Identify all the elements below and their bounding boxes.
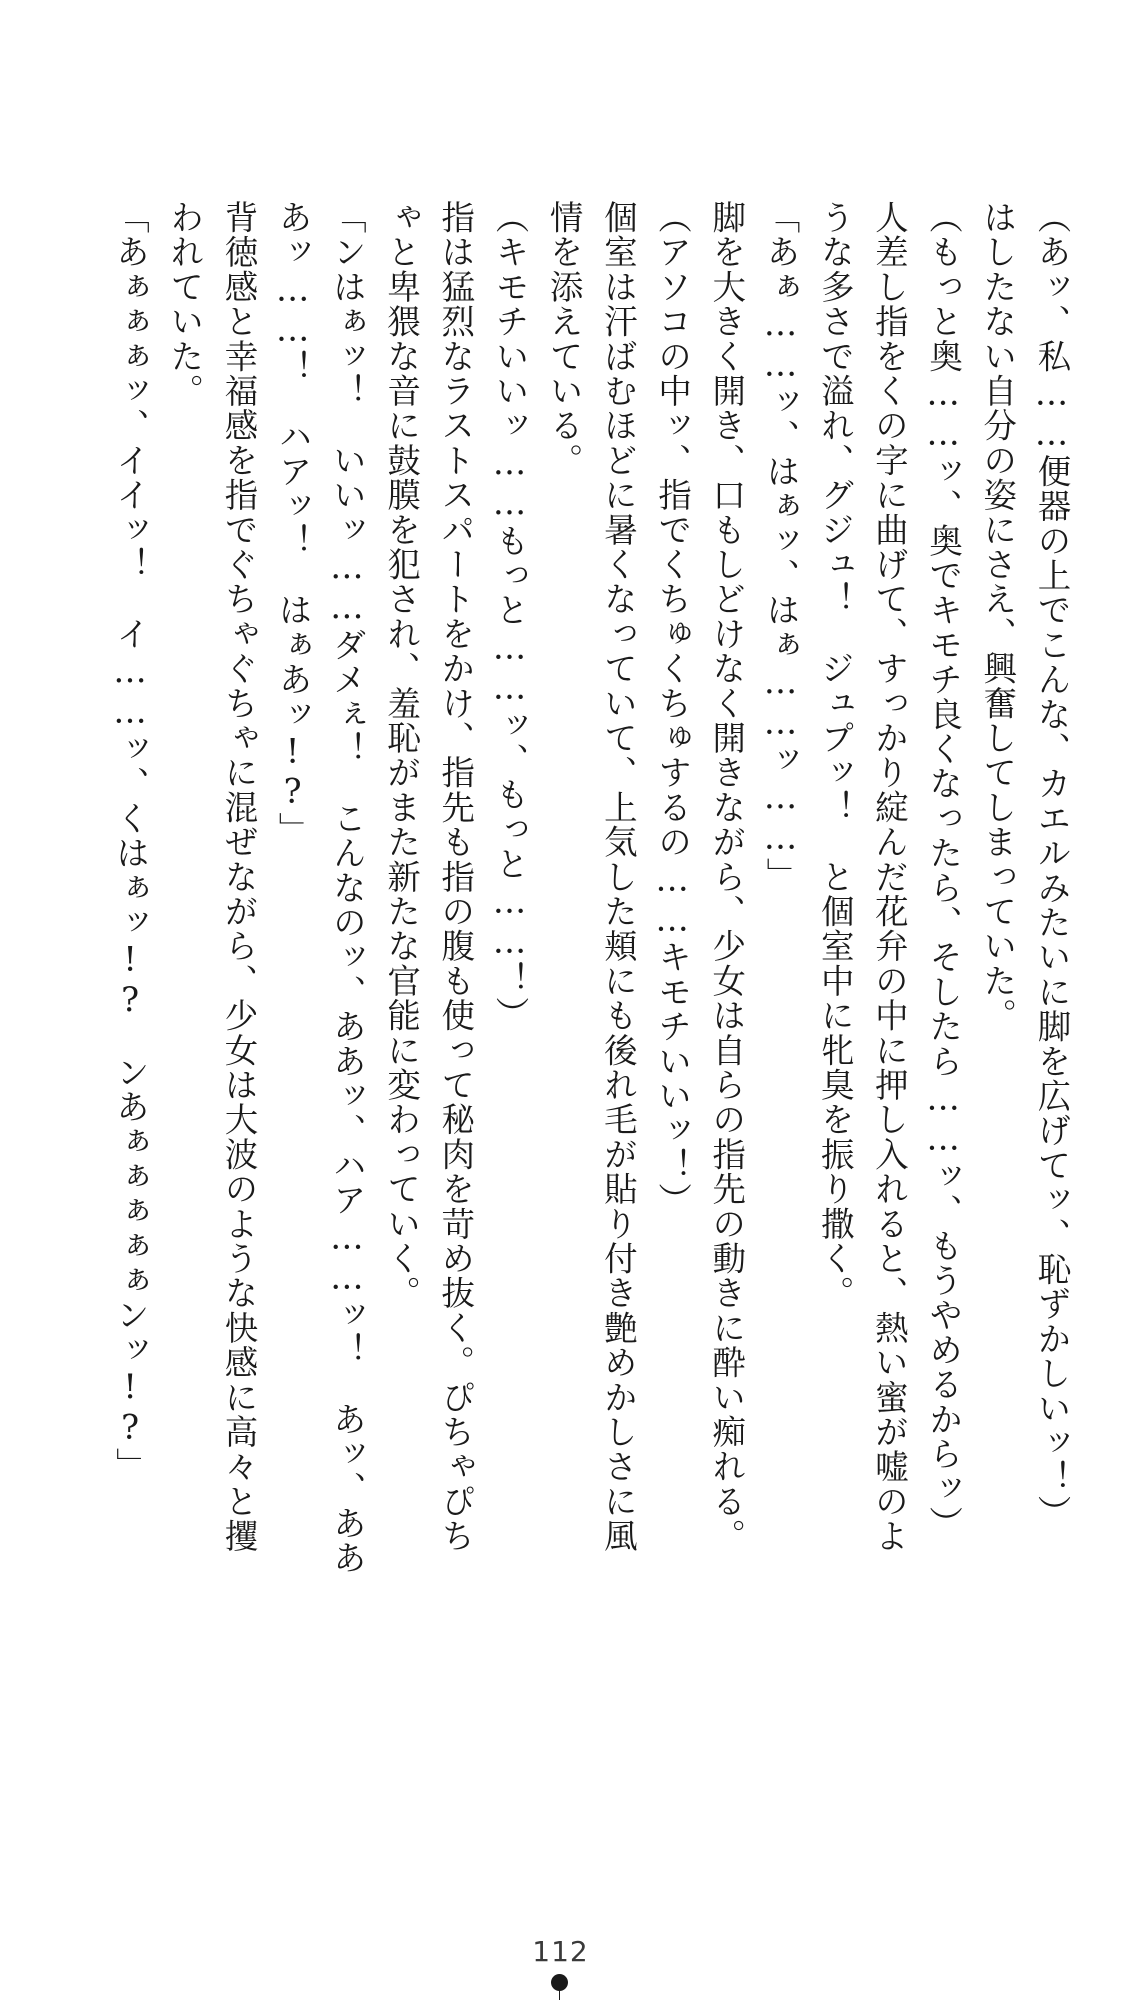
text-line: 脚を大きく開き、口もしどけなく開きながら、少女は自らの指先の動きに酔い痴れる。 xyxy=(706,200,746,1554)
text-line: 人差し指をくの字に曲げて、すっかり綻んだ花弁の中に押し入れると、熱い蜜が嘘のよ xyxy=(869,200,909,1554)
text-line: 個室は汗ばむほどに暑くなっていて、上気した頬にも後れ毛が貼り付き艶めかしさに風 xyxy=(598,200,638,1554)
page-number: 112 xyxy=(532,1935,589,1968)
text-line: （あッ、私……便器の上でこんな、カエルみたいに脚を広げてッ、恥ずかしいッ！） xyxy=(1032,200,1071,1530)
page-marker-stem xyxy=(559,1990,560,2000)
text-line: 指は猛烈なラストスパートをかけ、指先も指の腹も使って秘肉を苛め抜く。ぴちゃぴち xyxy=(435,200,475,1554)
text-line: （もっと奥……ッ、奥でキモチ良くなったら、そしたら……ッ、もうやめるからッ） xyxy=(923,200,963,1541)
text-line: （アソコの中ッ、指でくちゅくちゅするの……キモチいいッ！） xyxy=(652,200,692,1218)
text-line: あッ……！ ハアッ！ はぁあッ!?」 xyxy=(273,200,313,847)
text-line: （キモチいいッ……もっと……ッ、もっと……！） xyxy=(489,200,529,1032)
text-line: ゃと卑猥な音に鼓膜を犯され、羞恥がまた新たな官能に変わっていく。 xyxy=(381,200,421,1311)
page-marker-dot xyxy=(551,1974,568,1991)
vertical-text-body xyxy=(110,200,1078,1670)
text-line: はしたない自分の姿にさえ、興奮してしまっていた。 xyxy=(977,200,1017,1033)
text-line: うな多さで溢れ、グジュ！ ジュプッ！ と個室中に牝臭を振り撒く。 xyxy=(815,200,855,1311)
text-line: 情を添えている。 xyxy=(544,200,584,478)
text-line: 「あぁぁぁッ、イイッ！ イ……ッ、くはぁッ!? ンあぁぁぁぁぁンッ!?」 xyxy=(110,200,150,1483)
text-line: われていた。 xyxy=(164,200,204,409)
text-line: 「ンはぁッ！ いいッ……ダメぇ！ こんなのッ、ああッ、ハア……ッ！ あッ、ああ xyxy=(327,200,367,1576)
text-line: 「あぁ……ッ、はぁッ、はぁ……ッ……」 xyxy=(760,200,800,893)
text-line: 背徳感と幸福感を指でぐちゃぐちゃに混ぜながら、少女は大波のような快感に高々と攫 xyxy=(218,200,258,1554)
